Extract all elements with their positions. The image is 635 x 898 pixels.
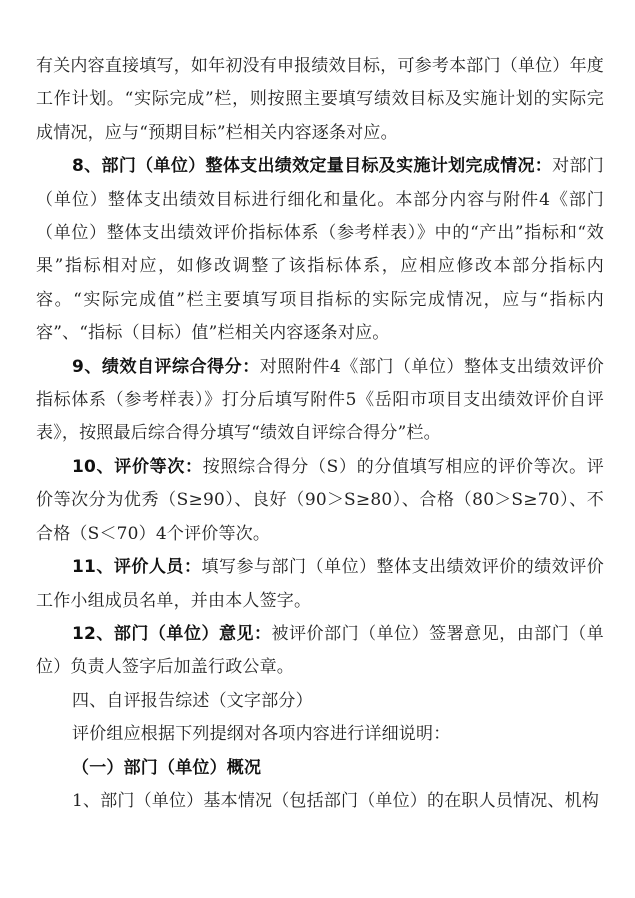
- paragraph-item-11: [36, 551, 604, 618]
- item-11-text: 填写参与部门（单位）整体支出绩效评价的绩效评价工作小组成员名单，并由本人签字。: [36, 557, 604, 611]
- section-4-intro: 评价组应根据下列提纲对各项内容进行详细说明：: [72, 724, 451, 745]
- item-8-text: 对部门（单位）整体支出绩效目标进行细化和量化。本部分内容与附件4《部门（单位）整体支出绩效评价指标体系（参考样表）》中的“产出”指标和“效果”指标相对应，如修改调整了该指标体系，应相应修改本部分指标内容。“实际完成值”栏主要填写项目指标的实际完成情况，应与“指标内容”、“指标（目标）值”栏相关内容逐条对应。: [36, 156, 604, 344]
- item-12-text: 被评价部门（单位）签署意见，由部门（单位）负责人签字后加盖行政公章。: [36, 623, 604, 678]
- section-4-heading: 四、自评报告综述（文字部分）: [72, 690, 313, 711]
- item-10-text: 按照综合得分（S）的分值填写相应的评价等次。评价等次分为优秀（S≥90）、良好（90＞S≥80）、合格（80＞S≥70）、不合格（S＜70）4个评价等次。: [36, 456, 604, 544]
- item-9-text: 对照附件4《部门（单位）整体支出绩效评价指标体系（参考样表）》打分后填写附件5《岳阳市项目支出绩效评价自评表》，按照最后综合得分填写“绩效自评综合得分”栏。: [36, 356, 604, 444]
- paragraph-item-9: [36, 351, 604, 451]
- paragraph-intro: [36, 50, 604, 150]
- document-body: [36, 50, 604, 818]
- subsection-1-heading: （一）部门（单位）概况: [72, 757, 262, 778]
- item-1-text: 1、部门（单位）基本情况（包括部门（单位）的在职人员情况、机构: [72, 790, 600, 811]
- item-12-label: 12、部门（单位）意见：: [72, 623, 272, 644]
- paragraph-intro-text: 有关内容直接填写，如年初没有申报绩效目标，可参考本部门（单位）年度工作计划。“实际完成”栏，则按照主要填写绩效目标及实施计划的实际完成情况，应与“预期目标”栏相关内容逐条对应。: [36, 56, 604, 143]
- paragraph-item-8: [36, 150, 604, 350]
- item-10-label: 10、评价等次：: [72, 456, 203, 477]
- paragraph-item-10: [36, 451, 604, 551]
- item-9-label: 9、绩效自评综合得分：: [72, 356, 260, 377]
- item-11-label: 11、评价人员：: [72, 557, 202, 578]
- item-8-label: 8、部门（单位）整体支出绩效定量目标及实施计划完成情况：: [72, 156, 553, 177]
- paragraph-item-12: [36, 618, 604, 685]
